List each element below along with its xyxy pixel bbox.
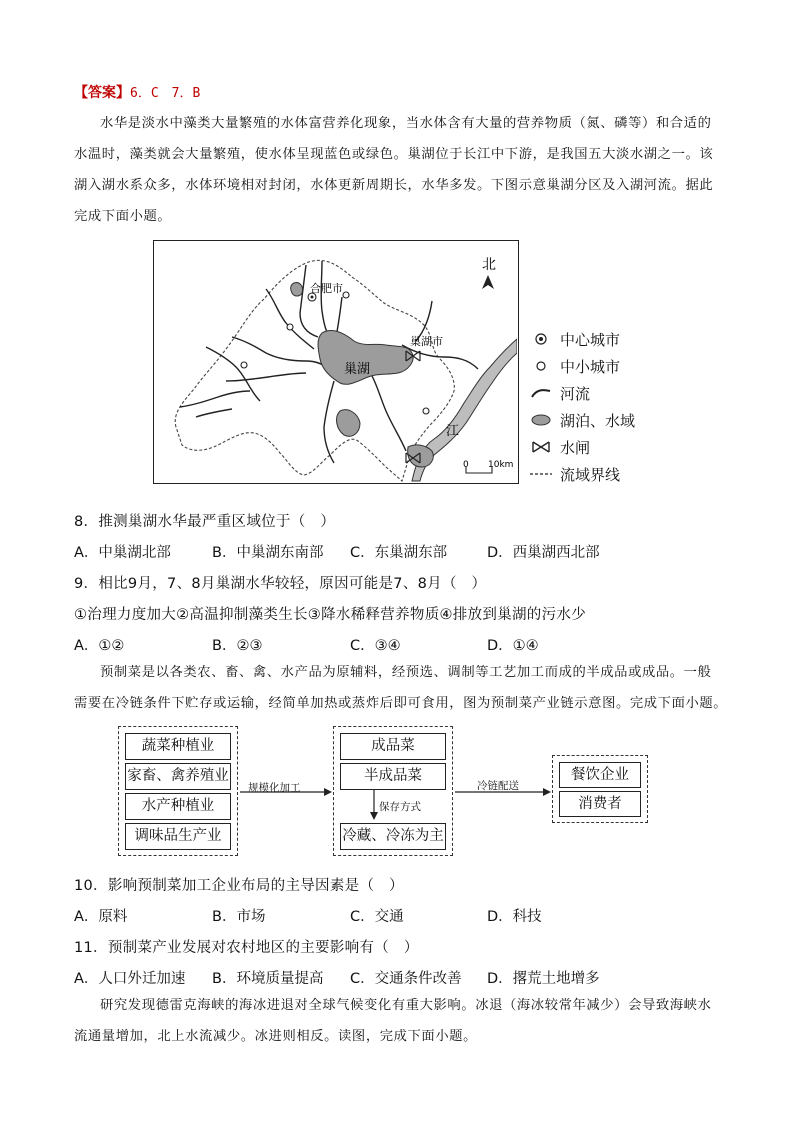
chaohu-lake-label: 巢湖	[344, 362, 371, 377]
legend-item	[528, 436, 635, 458]
north-arrow-icon	[482, 275, 494, 289]
q10-option-d[interactable]: D．科技	[487, 909, 542, 925]
passage-line	[74, 990, 734, 1021]
q9-option-b[interactable]: B．②③	[212, 638, 263, 654]
legend-item	[528, 328, 635, 350]
q10-option-c[interactable]: C．交通	[350, 909, 404, 925]
q8-option-c[interactable]: C．东巢湖东部	[350, 545, 448, 561]
river-jiang-label: 江	[446, 424, 460, 439]
question-9-conditions: ①治理力度加大②高温抑制藻类生长③降水稀释营养物质④排放到巢湖的污水少	[74, 607, 586, 623]
passage-line	[74, 201, 734, 232]
chaohu-city-label: 巢湖市	[410, 335, 443, 348]
delivery-arrow	[453, 786, 553, 798]
legend-item	[528, 355, 635, 377]
q11-option-c[interactable]: C．交通条件改善	[350, 971, 462, 987]
product-box: 成品菜	[340, 733, 446, 760]
storage-label: 保存方式	[379, 801, 421, 813]
sluice-icon	[528, 437, 554, 457]
source-industries-group	[118, 726, 238, 856]
small-city-marker	[423, 408, 429, 414]
question-10-stem: 10．影响预制菜加工企业布局的主导因素是（ ）	[74, 878, 404, 894]
legend-label: 流域界线	[560, 465, 621, 484]
small-lake-hefei	[291, 283, 303, 296]
small-lake-west	[337, 410, 360, 437]
consumer-box: 消费者	[559, 791, 641, 817]
legend-item	[528, 409, 635, 431]
legend-label: 湖泊、水域	[560, 411, 636, 430]
hefei-label: 合肥市	[310, 282, 343, 295]
passage-line-text: 完成下面小题。	[74, 209, 172, 224]
q11-option-a[interactable]: A．人口外迁加速	[74, 971, 186, 987]
passage-line-text: 预制菜是以各类农、畜、禽、水产品为原辅料，经预选、调制等工艺加工而成的半成品或成品。一般	[100, 665, 712, 680]
question-8-stem: 8．推测巢湖水华最严重区域位于（ ）	[74, 514, 336, 530]
passage-line-text: 水温时，藻类就会大量繁殖，使水体呈现蓝色或绿色。巢湖位于长江中下游，是我国五大淡水湖之一。该	[74, 147, 714, 162]
products-group	[333, 726, 453, 856]
consumers-group	[552, 755, 648, 823]
storage-box: 冷藏、冷冻为主	[340, 823, 446, 850]
center-city-icon	[528, 329, 554, 349]
passage-prepared-food	[74, 657, 734, 719]
small-city-marker	[287, 324, 293, 330]
q11-option-b[interactable]: B．环境质量提高	[212, 971, 324, 987]
answer-text: 6．C 7．B	[130, 86, 201, 101]
river-icon	[528, 383, 554, 403]
passage-line	[74, 688, 734, 719]
question-9-stem: 9．相比9月，7、8月巢湖水华较轻，原因可能是7、8月（ ）	[74, 576, 487, 592]
small-city-marker	[343, 292, 349, 298]
q9-option-c[interactable]: C．③④	[350, 638, 401, 654]
passage-line	[74, 139, 734, 170]
process-label: 规模化加工	[248, 782, 301, 794]
boundary-icon	[528, 464, 554, 484]
source-box: 蔬菜种植业	[125, 733, 231, 760]
answer-tag: 【答案】	[74, 85, 130, 101]
map-legend	[528, 328, 635, 485]
north-label: 北	[482, 257, 496, 273]
q10-option-b[interactable]: B．市场	[212, 909, 266, 925]
legend-item	[528, 382, 635, 404]
consumer-box: 餐饮企业	[559, 762, 641, 788]
chaohu-map	[153, 240, 519, 484]
legend-label: 中心城市	[560, 330, 621, 349]
q9-option-d[interactable]: D．①④	[487, 638, 539, 654]
process-arrow	[238, 786, 334, 798]
passage-line-text: 水华是淡水中藻类大量繁殖的水体富营养化现象，当水体含有大量的营养物质（氮、磷等）和合适的	[100, 116, 712, 131]
passage-line	[74, 1021, 734, 1052]
passage-line-text: 需要在冷链条件下贮存或运输，经简单加热或蒸炸后即可食用，图为预制菜产业链示意图。完成下面小题。	[74, 696, 728, 711]
passage-line-text: 流通量增加，北上水流减少。冰进则相反。读图，完成下面小题。	[74, 1029, 478, 1044]
legend-label: 河流	[560, 384, 591, 403]
passage-line	[74, 657, 734, 688]
source-box: 家畜、禽养殖业	[125, 763, 231, 790]
legend-item	[528, 463, 635, 485]
q8-option-a[interactable]: A．中巢湖北部	[74, 545, 171, 561]
q11-option-d[interactable]: D．撂荒土地增多	[487, 971, 600, 987]
passage-line-text: 湖入湖水系众多，水体环境相对封闭，水体更新周期长，水华多发。下图示意巢湖分区及入湖河流。据此	[74, 178, 714, 193]
delivery-label: 冷链配送	[477, 780, 519, 792]
lake-icon	[528, 410, 554, 430]
passage-line-text: 研究发现德雷克海峡的海冰进退对全球气候变化有重大影响。冰退（海冰较常年减少）会导致海峡水	[100, 998, 712, 1013]
product-box: 半成品菜	[340, 763, 446, 790]
small-city-icon	[528, 356, 554, 376]
chaohu-map-svg	[154, 241, 517, 482]
q8-option-b[interactable]: B．中巢湖东南部	[212, 545, 324, 561]
passage-line	[74, 170, 734, 201]
scale-zero: 0	[463, 460, 469, 470]
passage-drake-passage	[74, 990, 734, 1052]
scale-dist: 10km	[488, 460, 514, 470]
q10-option-a[interactable]: A．原料	[74, 909, 128, 925]
q8-option-d[interactable]: D．西巢湖西北部	[487, 545, 600, 561]
source-box: 调味品生产业	[125, 823, 231, 850]
question-11-stem: 11．预制菜产业发展对农村地区的主要影响有（ ）	[74, 940, 419, 956]
source-box: 水产种植业	[125, 793, 231, 820]
passage-line	[74, 108, 734, 139]
answer-line	[74, 82, 200, 102]
small-city-marker	[241, 362, 247, 368]
passage-water-bloom	[74, 108, 734, 232]
legend-label: 水闸	[560, 438, 591, 457]
q9-option-a[interactable]: A．①②	[74, 638, 125, 654]
legend-label: 中小城市	[560, 357, 621, 376]
